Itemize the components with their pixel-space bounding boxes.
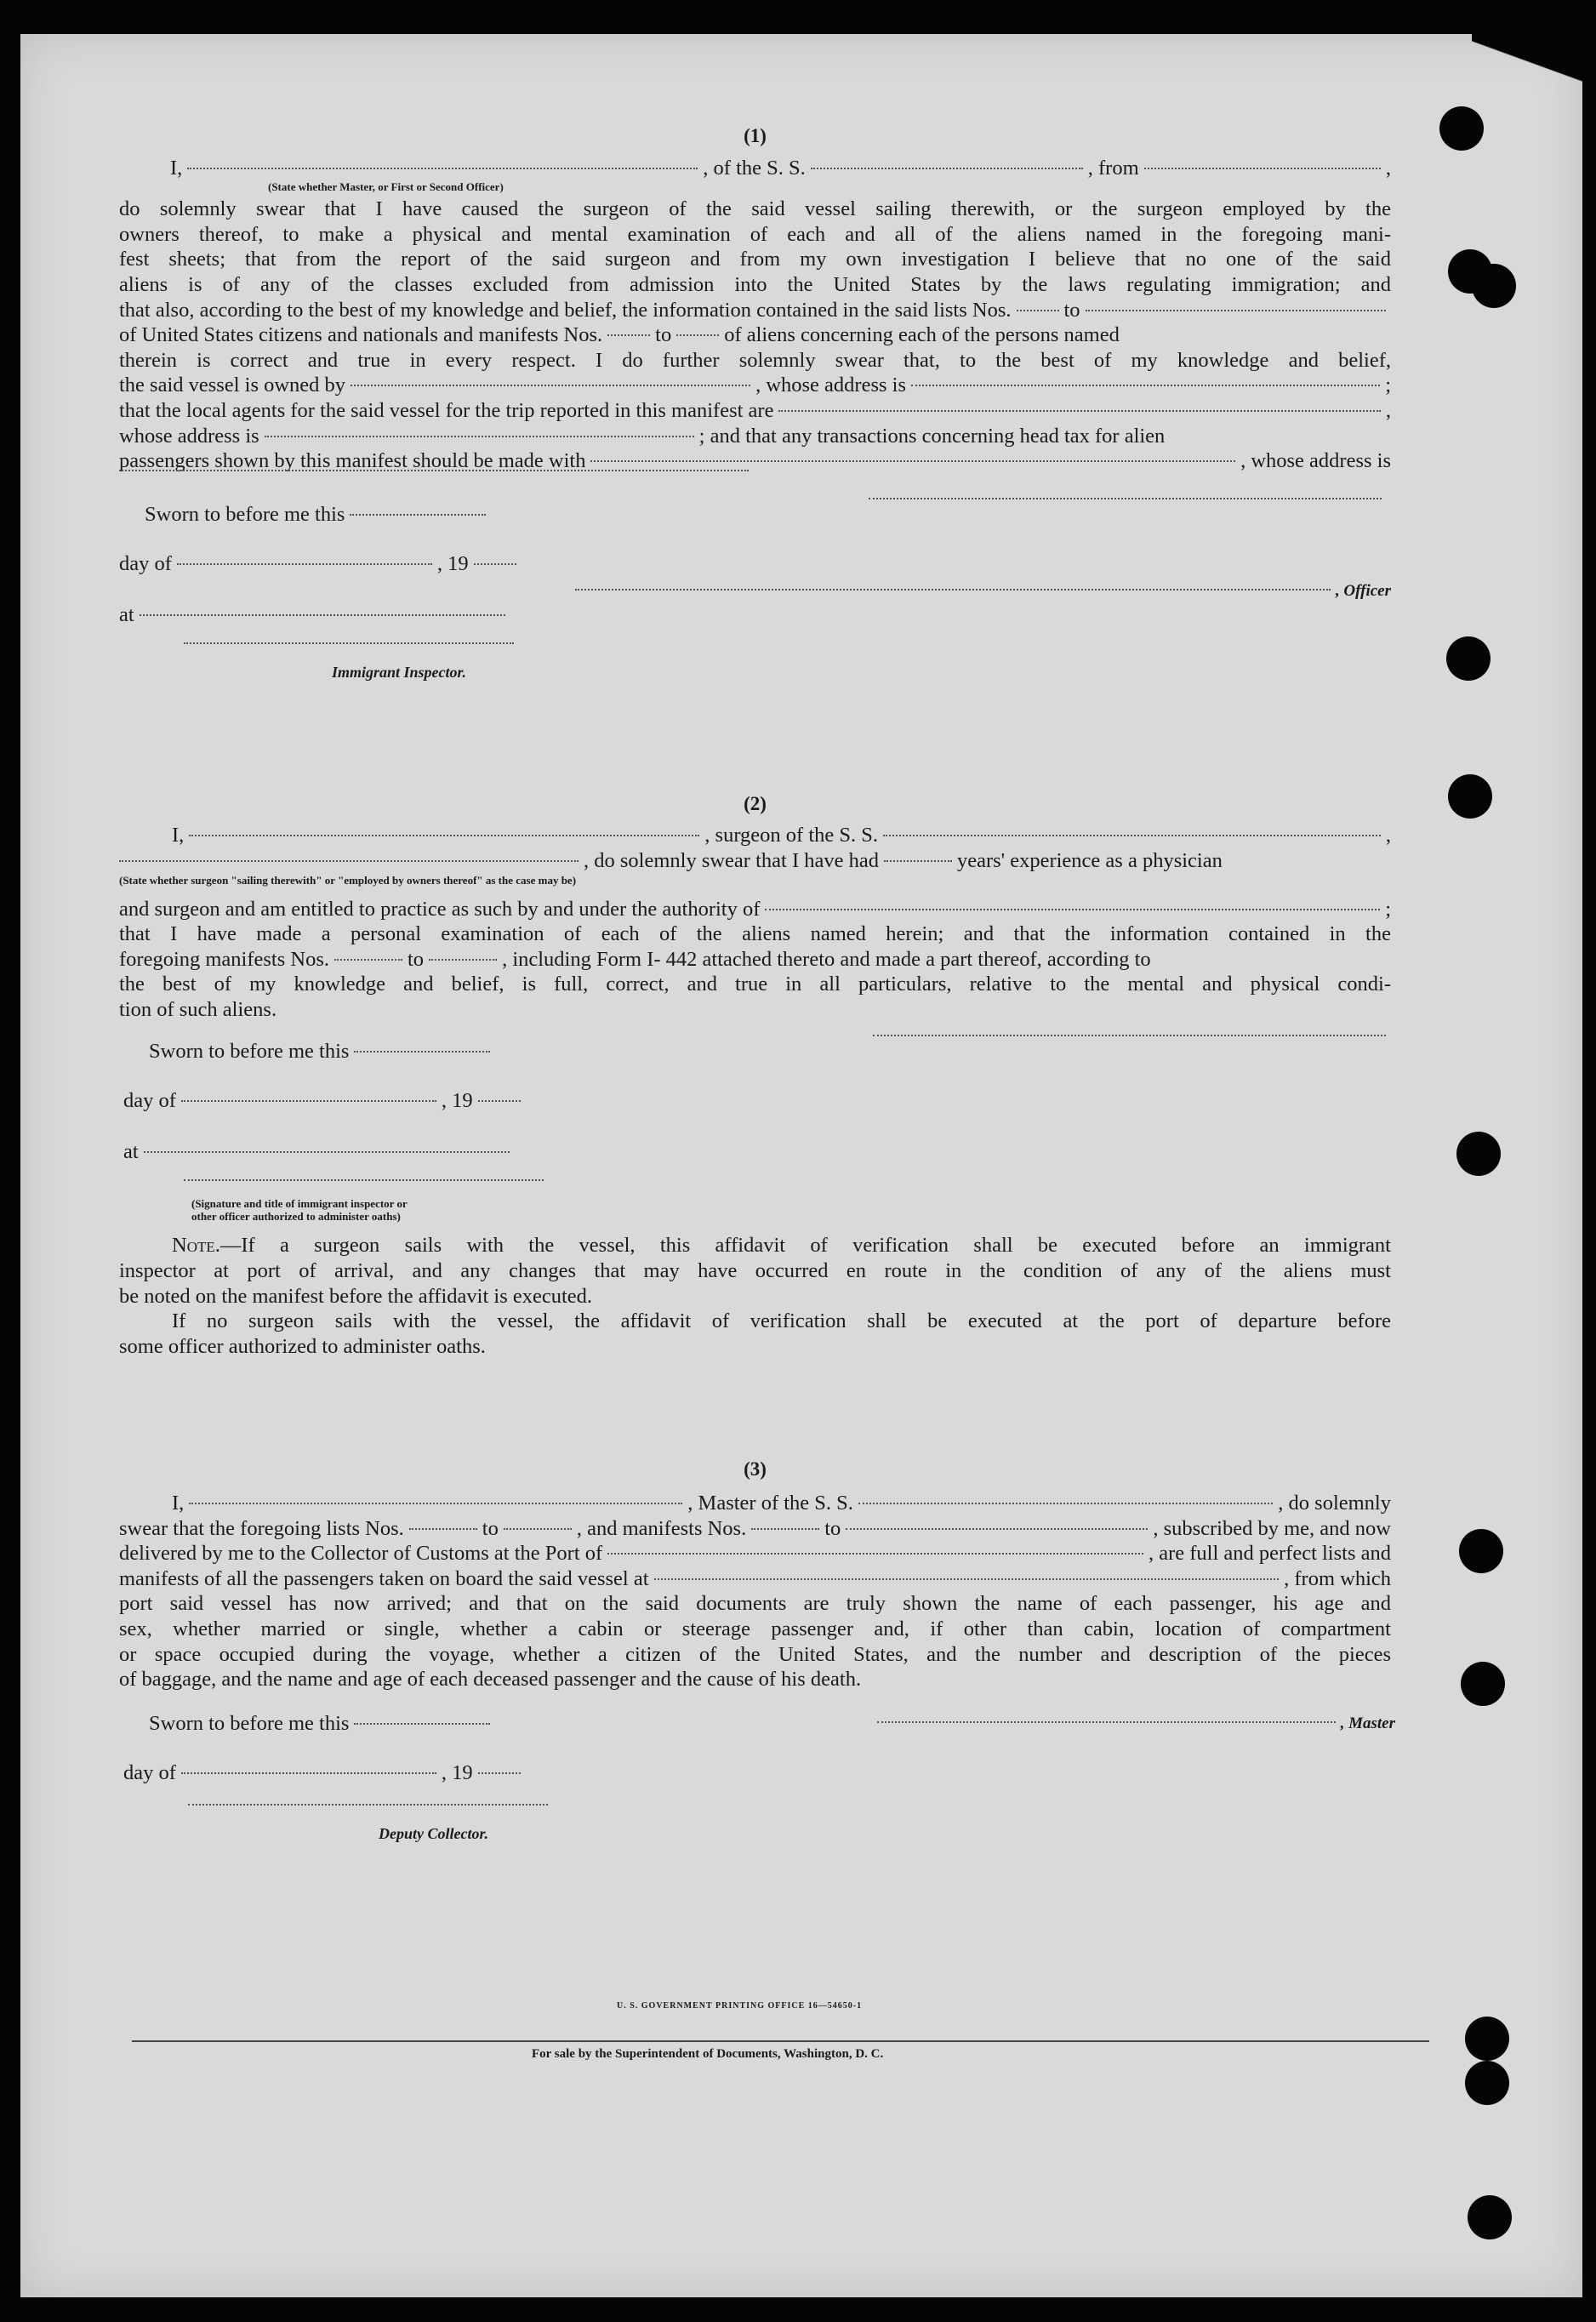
- note-line: some officer authorized to administer oaths.: [119, 1334, 486, 1358]
- body-line: of baggage, and the name and age of each deceased passenger and the cause of his death.: [119, 1668, 862, 1692]
- section-1-caption: (State whether Master, or First or Second Officer): [268, 180, 504, 194]
- signature-caption-1: (Signature and title of immigrant inspector or: [191, 1197, 408, 1211]
- note-line: inspector at port of arrival, and any changes that may have occurred en route in the condition of any of the aliens must: [119, 1259, 1391, 1283]
- body-line: that I have made a personal examination of each of the aliens named herein; and that the information contained in the: [119, 922, 1391, 946]
- body-line: aliens is of any of the classes excluded from admission into the United States by the laws regulating immigration; and: [119, 272, 1391, 296]
- section-1-number: (1): [744, 125, 767, 146]
- section-2-signature-block: Sworn to before me this day of , 19 at (Signature and title of immigrant inspector or other officer authorized to administer oaths): [119, 1030, 1391, 1226]
- inspector-caption: Immigrant Inspector.: [332, 663, 467, 681]
- body-line: tion of such aliens.: [119, 997, 277, 1021]
- punch-hole: [1456, 1132, 1501, 1176]
- note-line: Note.—If a surgeon sails with the vessel, this affidavit of verification shall be executed before an immigrant: [172, 1234, 1391, 1258]
- section-3-signature-block: Sworn to before me this , Master day of , 19 Deputy Collector.: [119, 1703, 1391, 1856]
- note-line: be noted on the manifest before the affidavit is executed.: [119, 1284, 593, 1308]
- torn-corner: [1472, 34, 1582, 111]
- punch-hole: [1446, 636, 1491, 681]
- punch-hole: [1468, 2195, 1512, 2239]
- punch-hole: [1459, 1529, 1503, 1573]
- body-line: therein is correct and true in every respect. I do further solemnly swear that, to the best of my knowledge and belief,: [119, 348, 1391, 372]
- punch-hole: [1448, 774, 1492, 819]
- section-1-signature-block: Sworn to before me this day of , 19 , Officer at Immigrant Inspector.: [119, 493, 1391, 698]
- punch-hole: [1461, 1662, 1505, 1706]
- section-1-line-1: I, , of the S. S. , from ,: [170, 156, 1391, 180]
- punch-hole: [1465, 2061, 1509, 2105]
- collector-caption: Deputy Collector.: [379, 1824, 488, 1842]
- body-line: sex, whether married or single, whether a cabin or steerage passenger and, if other than cabin, location of compartment: [119, 1617, 1391, 1640]
- body-line: or space occupied during the voyage, whether a citizen of the United States, and the number and description of the pieces: [119, 1642, 1391, 1666]
- affidavit-text: (1) I, , of the S. S. , from , (State whether Master, or First or Second Officer) do solemnly swear that I have caused the surgeon of the said vessel sailing therewith, or the surgeon employed by the owners thereof, to make a physical and mental examination of each and all of the aliens named in the foregoing mani- fest sheets; that from the report of the said surgeon and from my own investigation I believe that no one of the said aliens is of any of the classes excluded from admission into the United States by the laws regulating immigration; and that also, according to the best of my knowledge and belief, the information contained in the said lists Nos. to of United States citizens and nationals and manifests Nos. to of aliens concerning each of the persons named therein is correct and true in every respect. I do further solemnly swear that, to the best of my knowledge and belief, the said vessel is owned by , whose address is ; that the local agents for the said vessel for the trip reported in this manifest are , whose address is ; and that any transactions concerning head tax for alien passengers shown by this manifest should be made with , whose address is Sworn to before me this day of , 19 , Officer at Immigrant Inspector. (2) I, , surgeon of the S. S. , , do solemnly swear that I have had years' experience as a physician (State whether surgeon "sailing therewith" or "employed by owners thereof" as the case may be) and surgeon and am entitled to practice as such by and under the authority of ; that I have made a personal examination of each of the aliens named herein; and that the information contained in the foregoing manifests Nos. to , including Form I- 442 attached thereto and made a part thereof, according to the best of my knowledge and belief, is full, correct, and true in all particulars, relative to the mental and physical condi- tion of such aliens. Sworn to before me this day of , 19 at (Signature and title of immigrant inspector or other officer authorized to administer oaths) Note.—If a surgeon sails with the vessel, this affidavit of verification shall be executed before an immigrant inspector at port of arrival, and any changes that may have occurred en route in the condition of any of the aliens must be noted on the manifest before the affidavit is executed. If no surgeon sails with the vessel, the affidavit of verification shall be executed at the port of departure before some officer authorized to administer oaths. (3) I, , Master of the S. S. , do solemnly swear that the foregoing lists Nos. to , and manifests Nos. to , subscribed by me, and now delivered by me to the Collector of Customs at the Port of , are full and perfect lists and manifests of all the passengers taken on board the said vessel at , from which port said vessel has now arrived; and that on the said documents are truly shown the name of each passenger, his age and sex, whether married or single, whether a cabin or steerage passenger and, if other than cabin, location of compartment or space occupied during the voyage, whether a citizen of the United States, and the number and description of the pieces of baggage, and the name and age of each deceased passenger and the cause of his death. Sworn to before me this , Master day of , 19 Deputy Collector. U. S. GOVERNMENT PRINTING OFFICE 16—54650-1: [119, 123, 1391, 1856]
- section-2-caption: (State whether surgeon "sailing therewith" or "employed by owners thereof" as the case may be): [119, 873, 577, 887]
- footer-rule: [132, 2040, 1429, 2042]
- punch-hole: [1439, 106, 1484, 151]
- punch-hole: [1472, 264, 1516, 308]
- section-3-number: (3): [744, 1458, 767, 1480]
- punch-hole: [1465, 2017, 1509, 2061]
- note-line: If no surgeon sails with the vessel, the affidavit of verification shall be executed at the port of departure before: [172, 1309, 1391, 1333]
- body-line: do solemnly swear that I have caused the surgeon of the said vessel sailing therewith, or the surgeon employed by the: [119, 197, 1391, 221]
- signature-caption-2: other officer authorized to administer oaths): [191, 1210, 401, 1224]
- section-2-number: (2): [744, 792, 767, 814]
- body-line: owners thereof, to make a physical and mental examination of each and all of the aliens named in the foregoing mani-: [119, 222, 1391, 246]
- gpo-imprint: U. S. GOVERNMENT PRINTING OFFICE 16—54650-1: [617, 2001, 863, 2011]
- sale-notice: For sale by the Superintendent of Documents, Washington, D. C.: [532, 2047, 884, 2061]
- body-line: port said vessel has now arrived; and that on the said documents are truly shown the name of each passenger, his age and: [119, 1592, 1391, 1616]
- body-line: the best of my knowledge and belief, is full, correct, and true in all particulars, relative to the mental and physical condi-: [119, 973, 1391, 996]
- body-line: fest sheets; that from the report of the said surgeon and from my own investigation I believe that no one of the said: [119, 248, 1391, 271]
